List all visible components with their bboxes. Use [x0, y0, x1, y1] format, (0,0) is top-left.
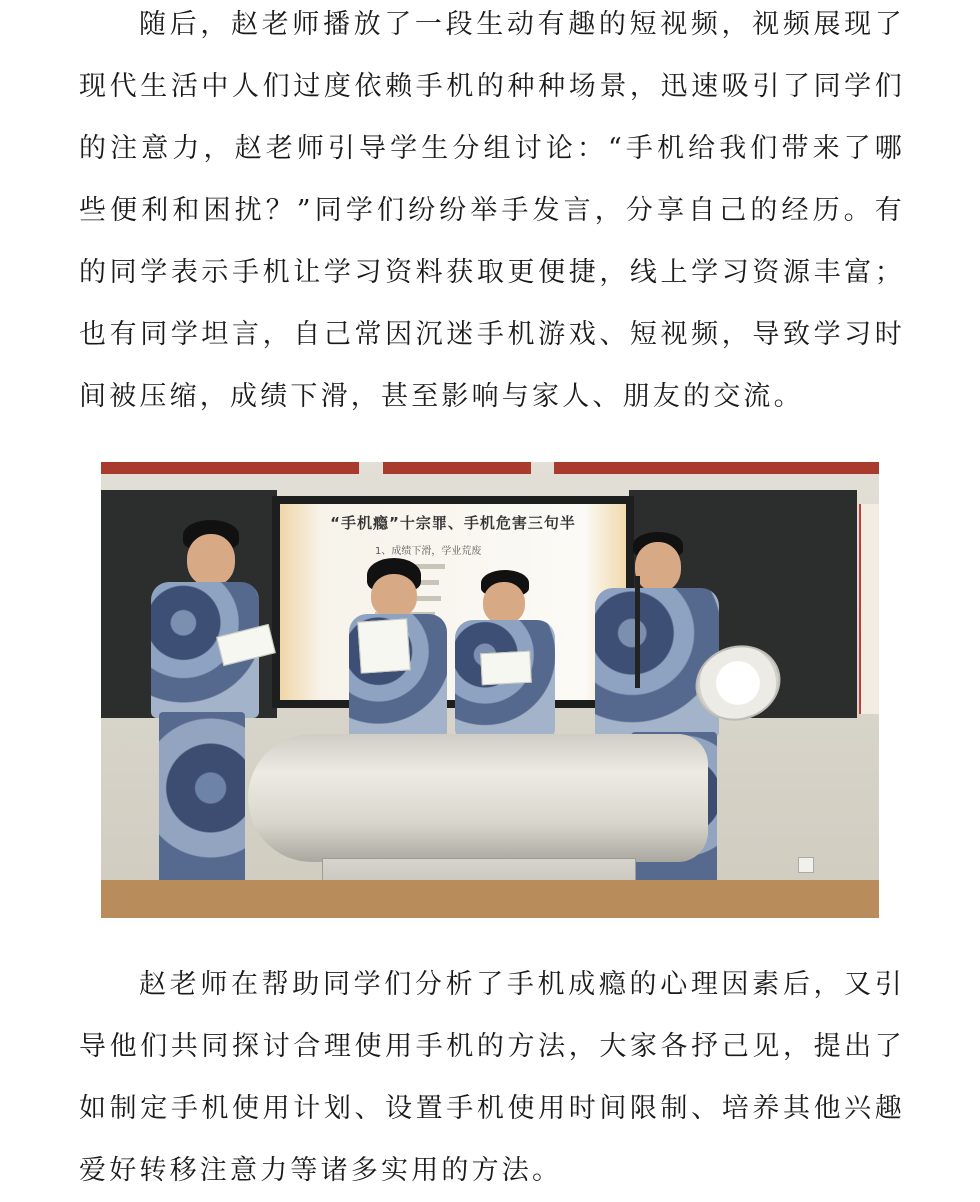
red-banner-middle	[383, 462, 531, 474]
head	[635, 542, 681, 592]
student-left	[131, 520, 261, 918]
slide-title: “手机瘾”十宗罪、手机危害三句半	[330, 514, 576, 532]
red-banner-left	[101, 462, 359, 474]
body-paragraph-1: 随后，赵老师播放了一段生动有趣的短视频，视频展现了现代生活中人们过度依赖手机的种种场景，迅速吸引了同学们的注意力，赵老师引导学生分组讨论：“手机给我们带来了哪些便利和困扰？”同学们纷纷举手发言，分享自己的经历。有的同学表示手机让学习资料获取更便捷，线上学习资源丰富；也有同学坦言，自己常因沉迷手机游戏、短视频，导致学习时间被压缩，成绩下滑，甚至影响与家人、朋友的交流。	[79, 9, 905, 412]
paper-sheet	[357, 618, 411, 673]
wall-outlet	[798, 857, 814, 873]
head	[371, 574, 417, 618]
head	[483, 582, 525, 624]
student-center-left	[345, 558, 451, 738]
stick-prop	[635, 576, 640, 688]
paper-sheet	[480, 651, 532, 686]
body-paragraph-2: 赵老师在帮助同学们分析了手机成瘾的心理因素后，又引导他们共同探讨合理使用手机的方法，大家各抒己见，提出了如制定手机使用计划、设置手机使用时间限制、培养其他兴趣爱好转移注意力等诸多实用的方法。	[79, 969, 905, 1186]
uniform-trousers	[159, 712, 245, 902]
floor	[101, 880, 879, 918]
slide-first-line: 1、成绩下滑，学业荒废	[375, 546, 482, 557]
wall-poster	[859, 504, 879, 714]
head	[187, 534, 235, 586]
red-banner-right	[554, 462, 879, 474]
uniform-jacket	[595, 588, 719, 738]
rolled-cylinder-prop	[248, 734, 708, 862]
student-center-right	[451, 570, 557, 736]
classroom-photo	[101, 462, 879, 918]
